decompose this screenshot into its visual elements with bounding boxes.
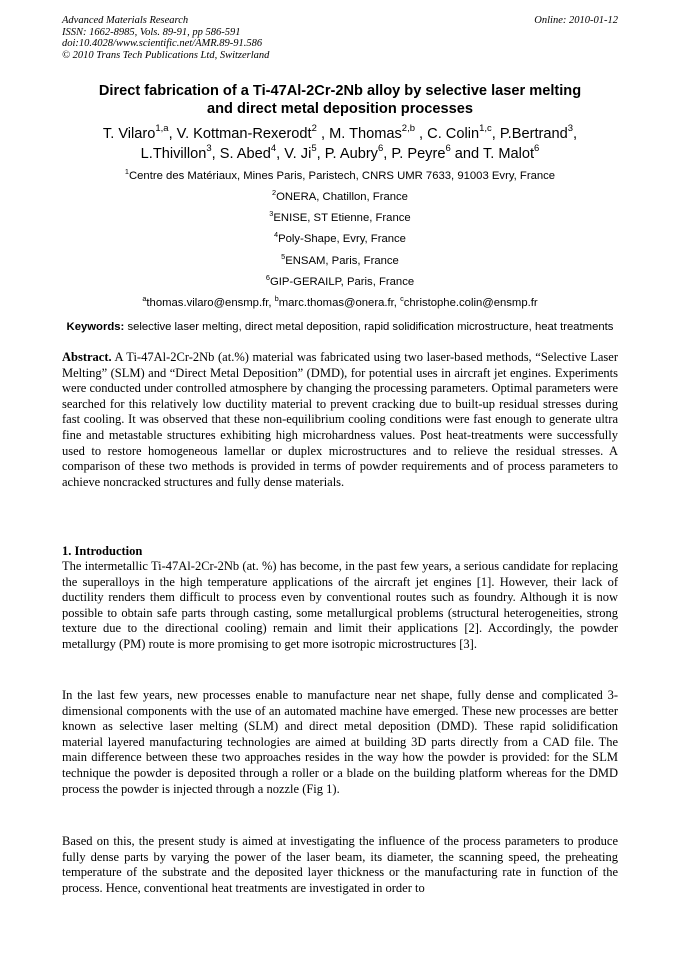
author-name: V. Ji [284, 146, 312, 162]
email-address: marc.thomas@onera.fr, [278, 297, 401, 309]
keywords [62, 320, 618, 334]
affiliation-mark: 4 [274, 229, 279, 239]
affiliation-mark: 3 [269, 208, 274, 218]
author-name: V. Kottman-Rexerodt [176, 126, 312, 142]
affiliation [62, 208, 618, 225]
author-name: P. Aubry [324, 146, 378, 162]
author-line [62, 124, 618, 144]
affiliation-mark: 2 [272, 187, 277, 197]
author-name: S. Abed [219, 146, 271, 162]
intro-paragraph-1: The intermetallic Ti-47Al-2Cr-2Nb (at. %) has become, in the past few years, a serious candidate for replacing the superalloys in the high temperature applications of the aircraft jet engines [1]. However, their lack of ductility renders them difficult to process even by conventional routes such as foundry. Although it is now possible to obtain safe parts through casting, some metallurgical problems (structural heterogeneities, strong texture due to the directional cooling) remain and limit their applications [2]. Accordingly, the powder metallurgy (PM) route is more promising to get more isotropic microstructures [3]. [62, 559, 618, 651]
intro-paragraph-3: Based on this, the present study is aimed at investigating the influence of the process parameters to produce fully dense parts by varying the power of the laser beam, its diameter, the scanning speed, the preheating temperature of the substrate and the deposited layer thickness or the manufacturing rate in function of the process. Hence, conventional heat treatments are investigated in order to [62, 834, 618, 895]
affiliation [62, 229, 618, 246]
journal-name: Advanced Materials Research [62, 15, 189, 26]
author-affiliation-mark: 2,b [401, 123, 415, 135]
affiliation [62, 251, 618, 268]
affiliation-mark: 5 [281, 251, 286, 261]
author-affiliation-mark: 6 [534, 143, 540, 155]
author-name: T. Malot [482, 146, 535, 162]
affiliation-text: ONERA, Chatillon, France [276, 191, 408, 203]
affiliation-mark: 6 [265, 272, 270, 282]
author-affiliation-mark: 4 [270, 143, 277, 155]
section-heading-introduction: 1. Introduction [62, 544, 143, 558]
doi-line: doi:10.4028/www.scientific.net/AMR.89-91.586 [62, 38, 263, 50]
author-separator: , [316, 146, 325, 162]
author-line [62, 144, 618, 164]
title-line-2: and direct metal deposition processes [206, 101, 473, 117]
abstract [62, 350, 618, 490]
email-list [62, 293, 618, 310]
author-separator: , [316, 126, 330, 142]
abstract-label: Abstract. [62, 350, 112, 364]
affiliation-mark: 1 [124, 166, 129, 176]
author-name: T. Vilaro [102, 126, 156, 142]
affiliation [62, 272, 618, 289]
affiliation-text: Poly-Shape, Evry, France [278, 233, 406, 245]
author-name: C. Colin [427, 126, 480, 142]
email-address: thomas.vilaro@ensmp.fr, [146, 297, 275, 309]
abstract-text: A Ti-47Al-2Cr-2Nb (at.%) material was fabricated using two laser-based methods, “Selective Laser Melting” (SLM) and “Direct Metal Deposition” (DMD), for potential uses in aircraft jet engines. Experiments were conducted under controlled atmosphere by changing the processing parameters. Optimal parameters were searched for this relatively low ductility material to prevent cracking due to built-up residual stresses during fast cooling. It was observed that these non-equilibrium cooling conditions were fast enough to generate ultra fine and metastable structures exhibiting high microhardness values. Post heat-treatments were successfully used to restore homogeneous lamellar or duplex microstructures and to relieve the residual stresses. A comparison of these two methods is provided in terms of powder requirements and of process parameters to achieve noncracked structures and fully dense materials. [62, 350, 618, 489]
author-affiliation-mark: 3 [567, 123, 573, 135]
email-mark: c [400, 293, 404, 303]
title-line-1: Direct fabrication of a Ti-47Al-2Cr-2Nb alloy by selective laser melting [98, 83, 582, 99]
intro-paragraph-2: In the last few years, new processes enable to manufacture near net shape, fully dense and complicated 3-dimensional components with the use of an automated machine have emerged. These new processes are better known as selective laser melting (SLM) and direct metal deposition (DMD). These rapid solidification material layered manufacturing technologies are aimed at building 3D parts directly from a CAD file. The main difference between these two approaches resides in the way how the powder is provided: for the SLM technique the powder is deposited through a roller or a blade on the building platform whereas for the DMD process the powder is injected through a nozzle (Fig 1). [62, 688, 618, 796]
author-separator: and [450, 146, 483, 162]
author-affiliation-mark: 3 [206, 143, 212, 155]
author-separator: , [383, 146, 392, 162]
journal-header [62, 15, 618, 61]
email-mark: a [142, 293, 147, 303]
author-name: M. Thomas [329, 126, 402, 142]
online-date: Online: 2010-01-12 [534, 15, 618, 26]
affiliation [62, 187, 618, 204]
issn-line: ISSN: 1662-8985, Vols. 89-91, pp 586-591 [62, 26, 241, 38]
author-separator: , [414, 126, 428, 142]
author-affiliation-mark: 6 [377, 143, 384, 155]
author-affiliation-mark: 1,a [155, 123, 169, 135]
email-address: christophe.colin@ensmp.fr [403, 297, 538, 309]
paper-title [62, 82, 618, 118]
affiliation-text: GIP-GERAILP, Paris, France [269, 276, 415, 288]
author-separator: , [491, 126, 500, 142]
author-separator: , [276, 146, 285, 162]
author-separator: , [573, 126, 578, 142]
author-affiliation-mark: 1,c [479, 123, 492, 135]
author-name: L.Thivillon [140, 146, 207, 162]
author-affiliation-mark: 6 [445, 143, 451, 155]
copyright-line: © 2010 Trans Tech Publications Ltd, Switzerland [62, 49, 270, 61]
author-name: P.Bertrand [499, 126, 568, 142]
affiliation [62, 166, 618, 183]
keywords-label: Keywords: [66, 321, 125, 333]
keywords-text: selective laser melting, direct metal deposition, rapid solidification microstructure, heat treatments [124, 321, 614, 333]
affiliation-text: ENSAM, Paris, France [285, 255, 399, 267]
author-affiliation-mark: 2 [311, 123, 317, 135]
email-mark: b [274, 293, 279, 303]
author-name: P. Peyre [391, 146, 446, 162]
author-separator: , [168, 126, 177, 142]
author-list [62, 124, 618, 164]
author-separator: , [211, 146, 220, 162]
affiliation-text: ENISE, ST Etienne, France [273, 212, 411, 224]
affiliation-text: Centre des Matériaux, Mines Paris, Paristech, CNRS UMR 7633, 91003 Evry, France [128, 170, 556, 182]
author-affiliation-mark: 5 [311, 143, 317, 155]
